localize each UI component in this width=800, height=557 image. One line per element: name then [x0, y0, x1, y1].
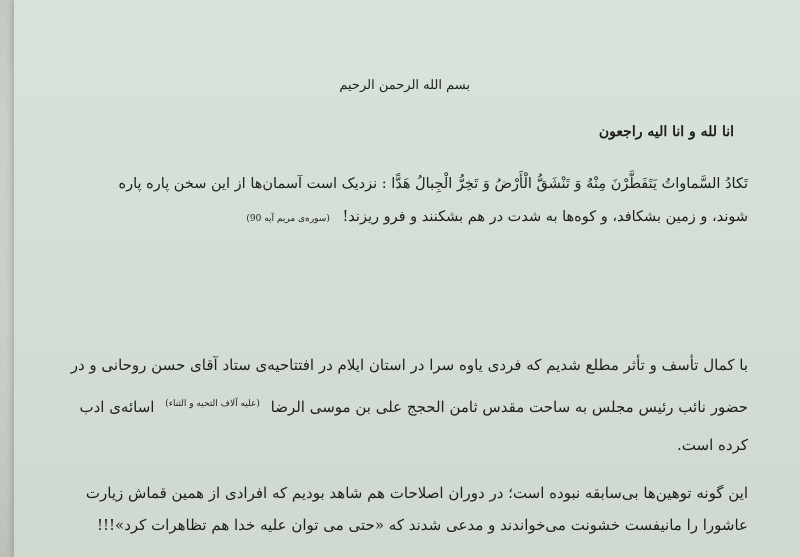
paragraph-2-line-2	[32, 400, 748, 415]
paragraph-2-line-3: کرده است.	[677, 436, 748, 454]
verse-translation-text: شوند، و زمین بشکافد، و کوه‌ها به شدت در هم بشکنند و فرو ریزند!	[342, 209, 748, 225]
verse-citation: (سوره‌ی مریم آیه 90)	[246, 214, 330, 224]
paragraph-3-line-1: این گونه توهین‌ها بی‌سابقه نبوده است؛ در دوران اصلاحات هم شاهد بودیم که افرادی از همین قماش زیارت	[85, 484, 748, 502]
paragraph-3-line-2: عاشورا را مانیفست خشونت می‌خواندند و مدعی شدند که «حتی می توان علیه خدا هم تظاهرات کرد»!!!	[96, 516, 748, 534]
quran-verse-line-1: تَكادُ السَّماواتُ يَتَفَطَّرْنَ مِنْهُ وَ تَنْشَقُّ الْأَرْضُ وَ تَخِرُّ الْجِبالُ هَدًّا : نزدیک است آسمان‌ها از این سخن پاره پاره	[118, 176, 748, 192]
opening-phrase: انا لله و انا الیه راجعون	[598, 124, 734, 140]
basmala-heading: بسم الله الرحمن الرحیم	[339, 78, 470, 93]
quran-verse-line-2	[246, 210, 748, 225]
document-page	[14, 0, 800, 557]
paragraph-2-line-2-text: حضور نائب رئیس مجلس به ساحت مقدس ثامن الحجج علی بن موسی الرضا	[270, 398, 748, 416]
paragraph-2-line-2-end: اسائه‌ی ادب	[79, 398, 155, 416]
honorific-note: (علیه آلاف التحیه و الثناء)	[165, 399, 260, 409]
paragraph-2-line-1: با کمال تأسف و تأثر مطلع شدیم که فردی یاوه سرا در استان ایلام در افتتاحیه‌ی ستاد آقای حسن روحانی و در	[70, 356, 748, 374]
